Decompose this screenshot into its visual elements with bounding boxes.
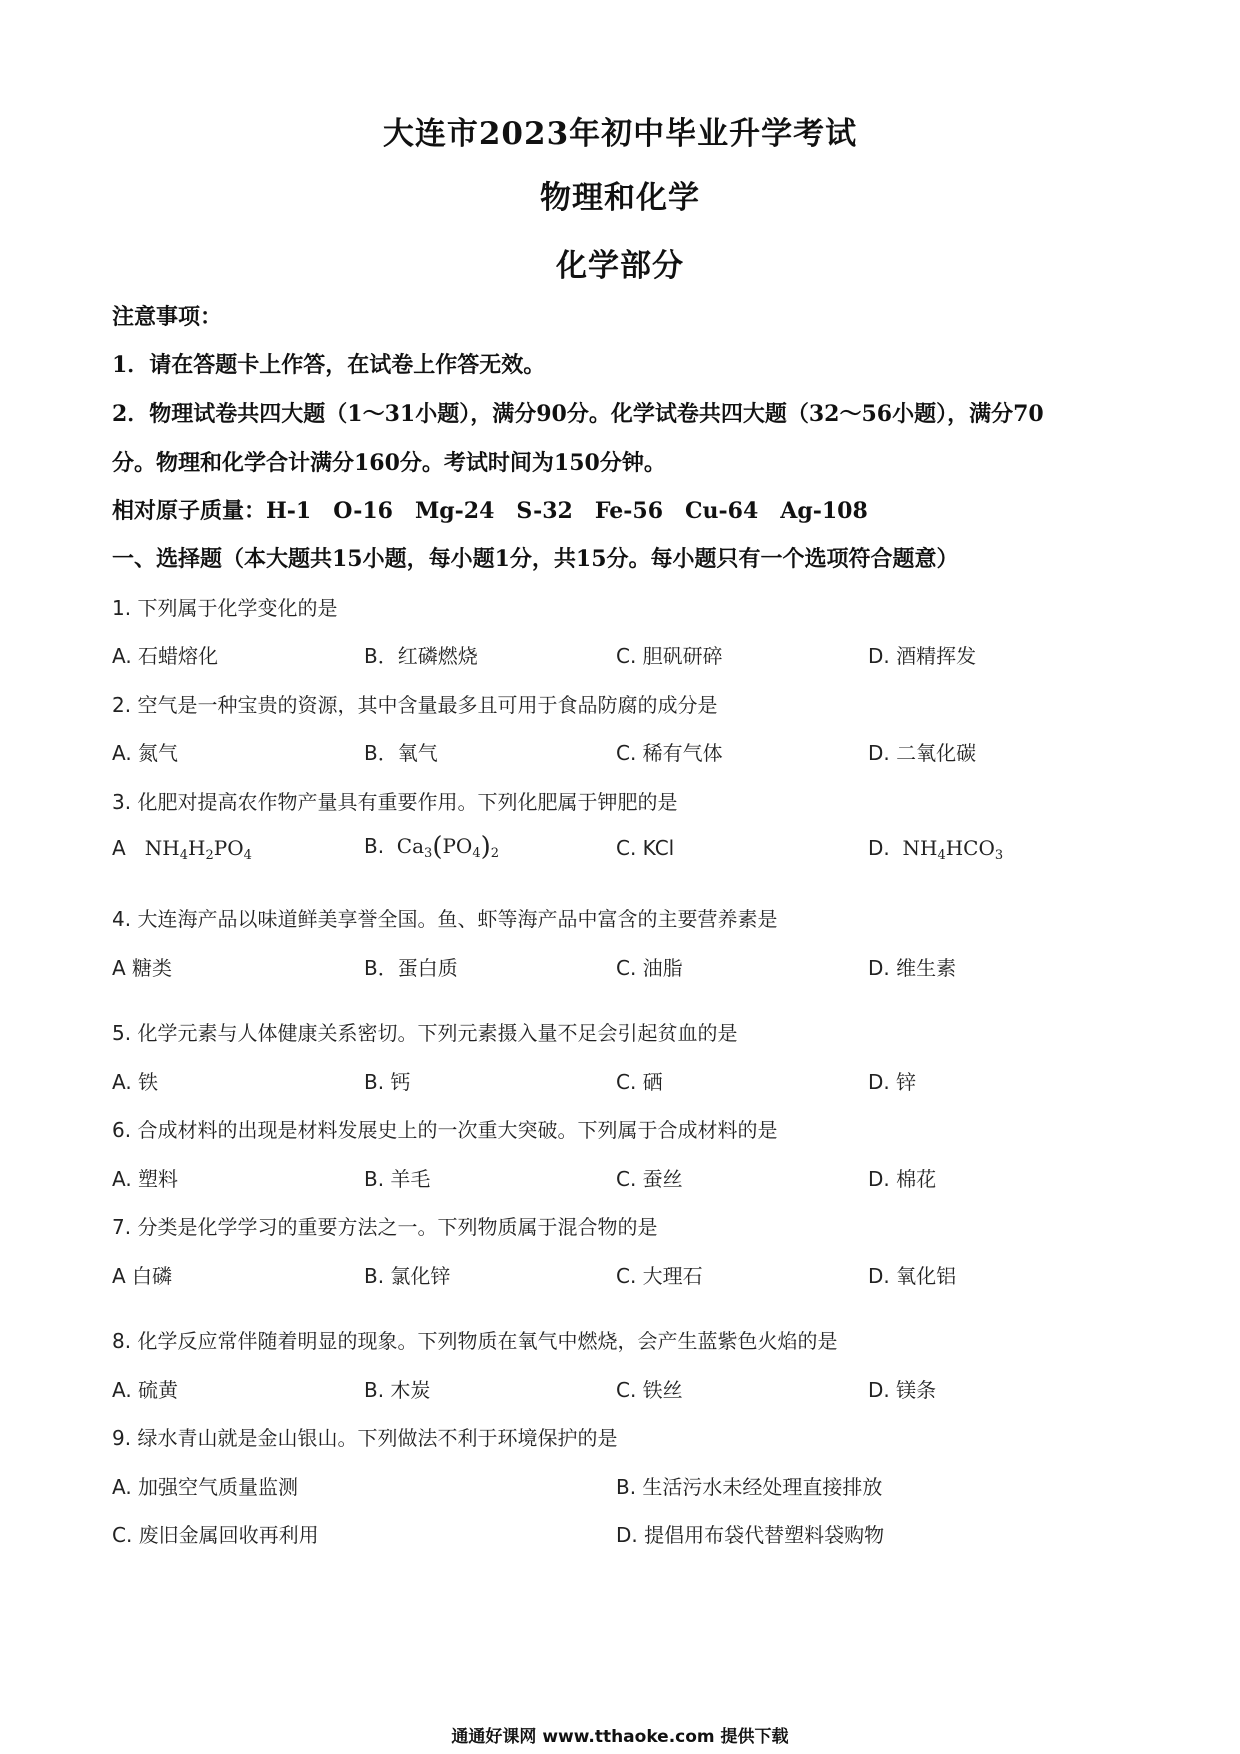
q8-option-b: B. 木炭 <box>364 1378 431 1402</box>
q3-formula-b: $Ca_3(PO_4)_2$ <box>396 832 500 862</box>
question-5: 5. 化学元素与人体健康关系密切。下列元素摄入量不足会引起贫血的是 <box>112 1021 738 1045</box>
question-8: 8. 化学反应常伴随着明显的现象。下列物质在氧气中燃烧，会产生蓝紫色火焰的是 <box>112 1329 838 1353</box>
q1-option-c: C. 胆矾研碎 <box>616 644 723 668</box>
question-2: 2. 空气是一种宝贵的资源，其中含量最多且可用于食品防腐的成分是 <box>112 693 718 717</box>
q2-option-c: C. 稀有气体 <box>616 741 723 765</box>
q5-option-b: B. 钙 <box>364 1070 411 1094</box>
download-footer: 通通好课网 www.tthaoke.com 提供下载 <box>451 1727 789 1747</box>
q7-option-d: D. 氧化铝 <box>868 1264 957 1288</box>
q9-option-a: A. 加强空气质量监测 <box>112 1475 299 1499</box>
q7-option-c: C. 大理石 <box>616 1264 703 1288</box>
q5-option-c: C. 硒 <box>616 1070 663 1094</box>
q6-option-b: B. 羊毛 <box>364 1167 431 1191</box>
question-6: 6. 合成材料的出现是材料发展史上的一次重大突破。下列属于合成材料的是 <box>112 1118 778 1142</box>
q2-option-a: A. 氮气 <box>112 741 179 765</box>
question-3: 3. 化肥对提高农作物产量具有重要作用。下列化肥属于钾肥的是 <box>112 790 678 814</box>
atomic-masses: 相对原子质量：H-1 O-16 Mg-24 S-32 Fe-56 Cu-64 Ag-108 <box>112 498 868 524</box>
q3-option-d-letter: D. <box>868 836 890 860</box>
q4-option-b: B．蛋白质 <box>364 956 458 980</box>
q1-option-a: A. 石蜡熔化 <box>112 644 219 668</box>
q3-option-d <box>868 836 1003 863</box>
q7-option-b: B. 氯化锌 <box>364 1264 451 1288</box>
notes-heading: 注意事项： <box>112 304 223 330</box>
q2-option-b: B．氧气 <box>364 741 438 765</box>
section-title: 化学部分 <box>556 248 684 284</box>
q3-option-a-letter: A <box>112 836 126 860</box>
exam-title: 大连市2023年初中毕业升学考试 <box>382 116 858 152</box>
q3-option-b <box>364 832 499 862</box>
q3-option-c: C. KCl <box>616 836 675 860</box>
q6-option-a: A. 塑料 <box>112 1167 179 1191</box>
q3-option-a <box>112 836 252 863</box>
q5-option-a: A. 铁 <box>112 1070 159 1094</box>
q8-option-c: C. 铁丝 <box>616 1378 683 1402</box>
q3-option-b-letter: B. <box>364 834 385 858</box>
q6-option-d: D. 棉花 <box>868 1167 937 1191</box>
q9-option-d: D. 提倡用布袋代替塑料袋购物 <box>616 1523 885 1547</box>
note-2-line2: 分。物理和化学合计满分160分。考试时间为150分钟。 <box>112 450 666 476</box>
q2-option-d: D. 二氧化碳 <box>868 741 977 765</box>
note-1: 1．请在答题卡上作答，在试卷上作答无效。 <box>112 352 546 378</box>
q4-option-a: A 糖类 <box>112 956 173 980</box>
q7-option-a: A 白磷 <box>112 1264 173 1288</box>
subject-title: 物理和化学 <box>540 180 700 216</box>
question-1: 1. 下列属于化学变化的是 <box>112 596 338 620</box>
q5-option-d: D. 锌 <box>868 1070 917 1094</box>
section-heading: 一、选择题（本大题共15小题，每小题1分，共15分。每小题只有一个选项符合题意） <box>112 546 959 572</box>
question-9: 9. 绿水青山就是金山银山。下列做法不利于环境保护的是 <box>112 1426 618 1450</box>
question-4: 4. 大连海产品以味道鲜美享誉全国。鱼、虾等海产品中富含的主要营养素是 <box>112 907 778 931</box>
q3-formula-a: $NH_4H_2PO_4$ <box>144 836 252 863</box>
q1-option-b: B．红磷燃烧 <box>364 644 478 668</box>
q6-option-c: C. 蚕丝 <box>616 1167 683 1191</box>
question-7: 7. 分类是化学学习的重要方法之一。下列物质属于混合物的是 <box>112 1215 658 1239</box>
q9-option-c: C. 废旧金属回收再利用 <box>112 1523 319 1547</box>
q4-option-d: D. 维生素 <box>868 956 957 980</box>
q1-option-d: D. 酒精挥发 <box>868 644 977 668</box>
q3-formula-d: $NH_4HCO_3$ <box>902 836 1004 863</box>
note-2-line1: 2．物理试卷共四大题（1～31小题），满分90分。化学试卷共四大题（32～56小题），满分70 <box>112 401 1044 427</box>
q9-option-b: B. 生活污水未经处理直接排放 <box>616 1475 883 1499</box>
q8-option-d: D. 镁条 <box>868 1378 937 1402</box>
q4-option-c: C. 油脂 <box>616 956 683 980</box>
q8-option-a: A. 硫黄 <box>112 1378 179 1402</box>
